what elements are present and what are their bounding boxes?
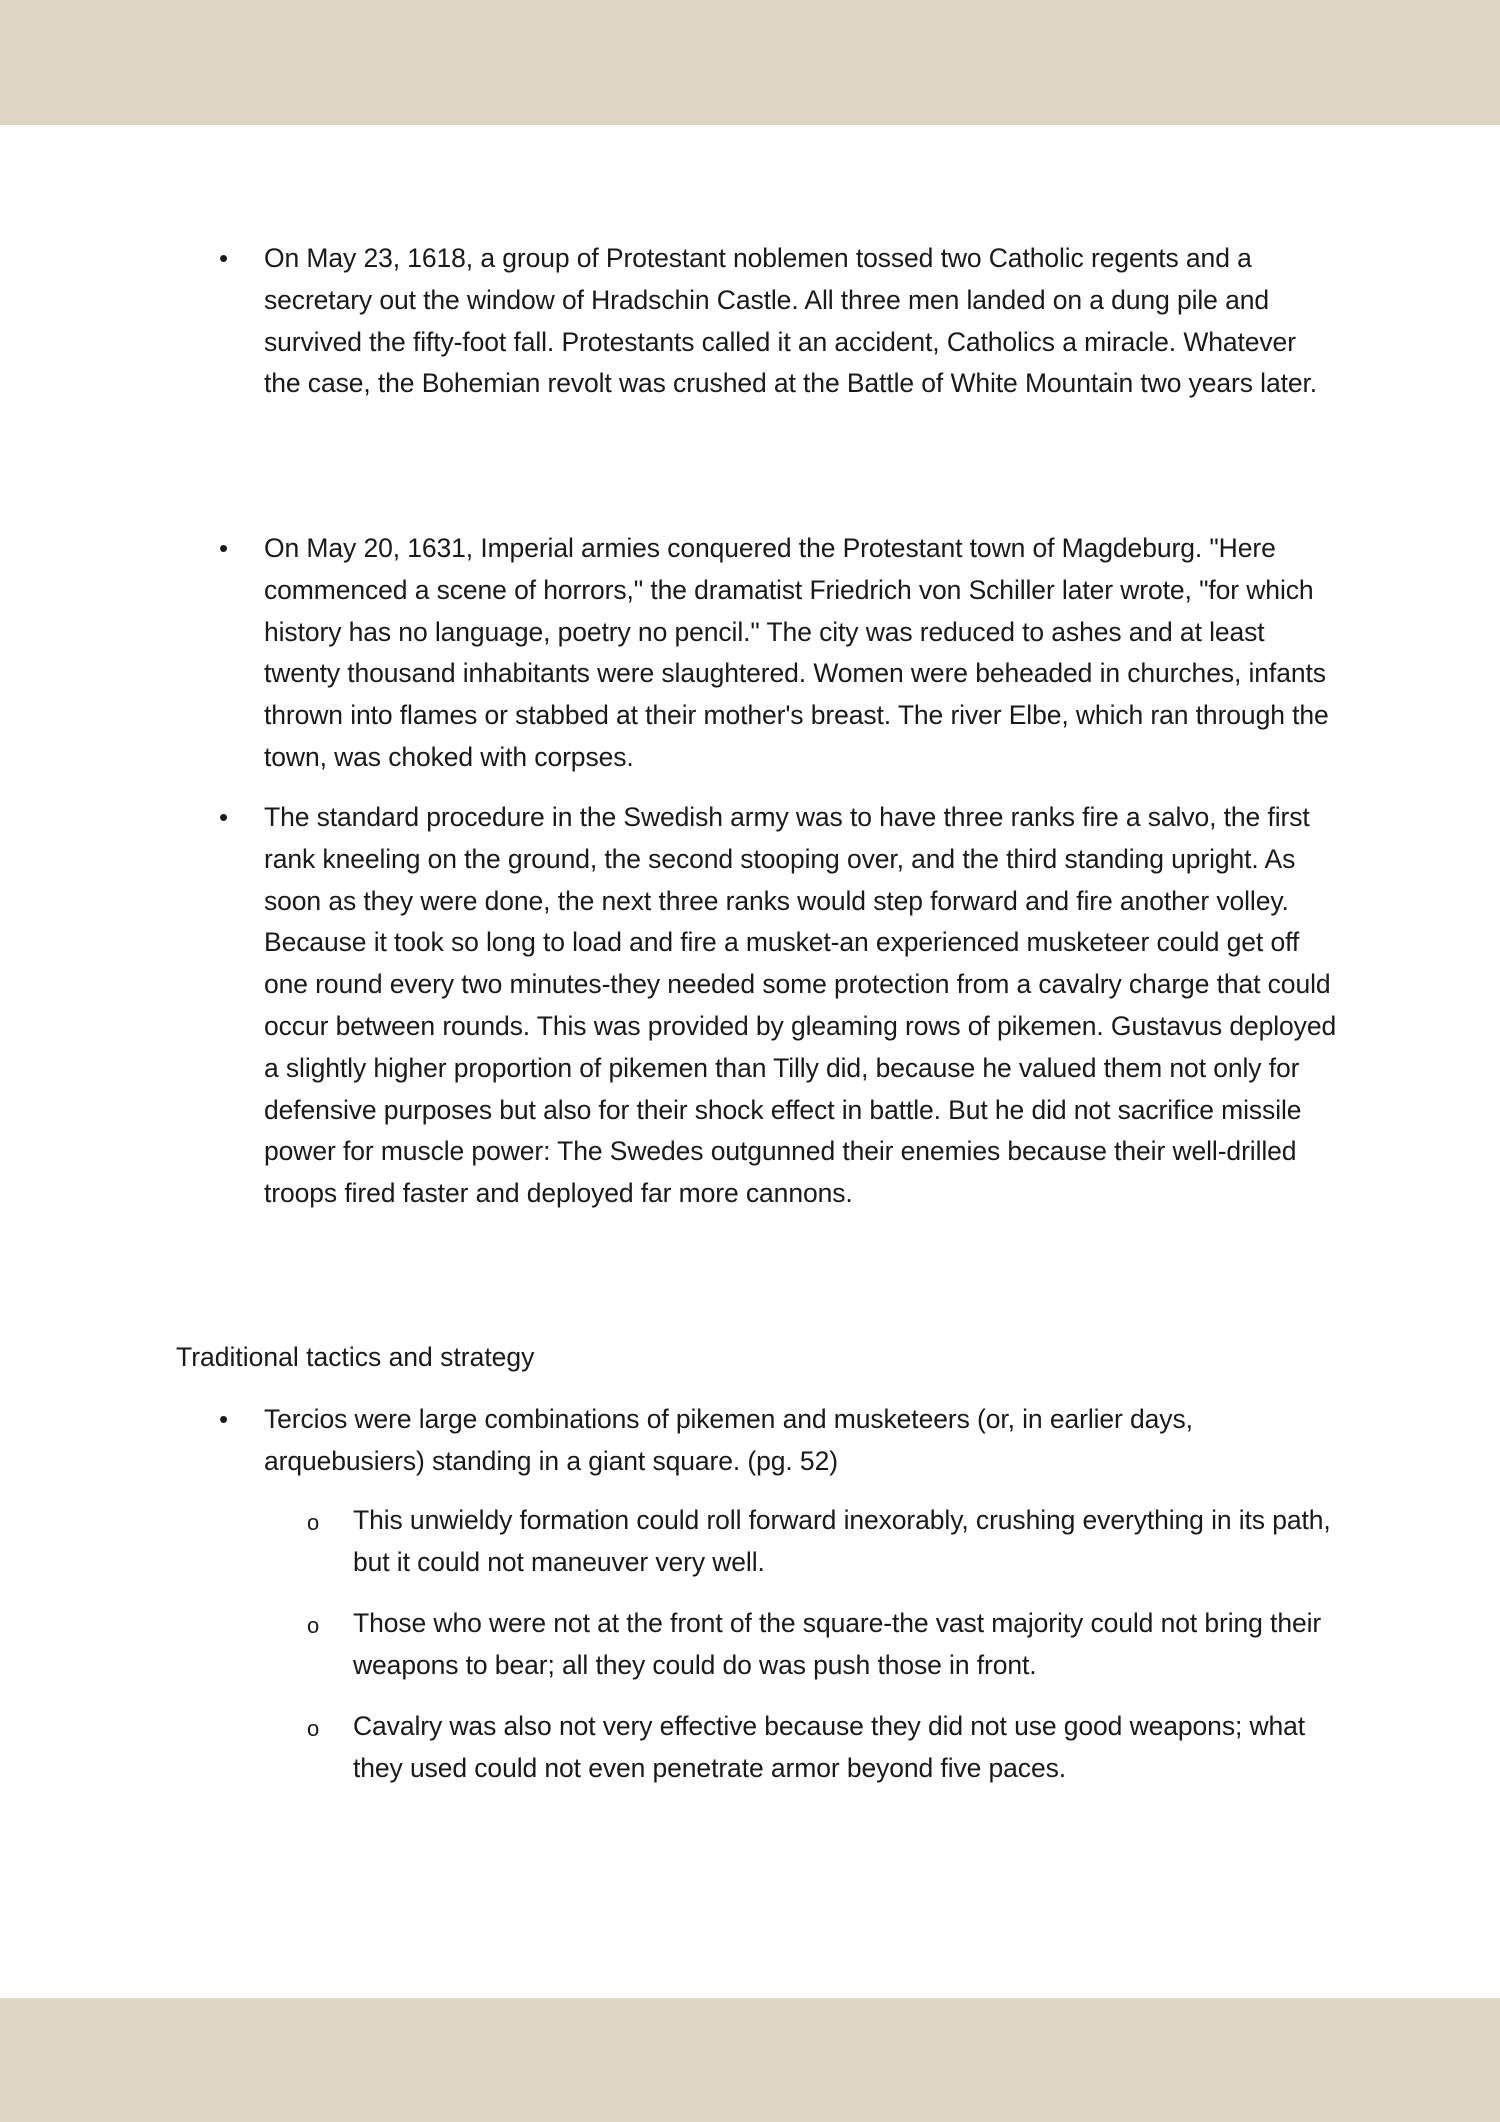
sub-bullet-item-formation: This unwieldy formation could roll forward inexorably, crushing everything in its path, but it could not maneuver very well. [353,1505,1331,1577]
bullet-item-tercios: Tercios were large combinations of pikemen and musketeers (or, in earlier days, arquebusiers) standing in a giant square. (pg. 52) [264,1404,1193,1476]
sub-bullet-item-square: Those who were not at the front of the square-the vast majority could not bring their weapons to bear; all they could do was push those in front. [353,1608,1322,1680]
bullet-item-magdeburg: On May 20, 1631, Imperial armies conquered the Protestant town of Magdeburg. "Here commenced a scene of horrors," the dramatist Friedrich von Schiller later wrote, "for which history has no language, poetry no pencil." The city was reduced to ashes and at least twenty thousand inhabitants were slaughtered. Women were beheaded in churches, infants thrown into flames or stabbed at their mother's breast. The river Elbe, which ran through the town, was choked with corpses. [264,533,1329,772]
bullet-item-swedish-army: The standard procedure in the Swedish army was to have three ranks fire a salvo, the first rank kneeling on the ground, the second stooping over, and the third standing upright. As soon as they were done, the next three ranks would step forward and fire another volley. Because it took so long to load and fire a musket-an experienced musketeer could get off one round every two minutes-they needed some protection from a cavalry charge that could occur between rounds. This was provided by gleaming rows of pikemen. Gustavus deployed a slightly higher proportion of pikemen than Tilly did, because he valued them not only for defensive purposes but also for their shock effect in battle. But he did not sacrifice missile power for muscle power: The Swedes outgunned their enemies because their well-drilled troops fired faster and deployed far more cannons. [264,802,1337,1209]
sub-bullet-item-cavalry: Cavalry was also not very effective because they did not use good weapons; what they used could not even penetrate armor beyond five paces. [353,1711,1306,1783]
bullet-marker: • [219,533,229,563]
sub-bullet-marker: o [307,1613,320,1638]
sub-bullet-marker: o [307,1716,320,1741]
section-heading: Traditional tactics and strategy [176,1342,535,1372]
sub-bullet-marker: o [307,1510,320,1535]
header-band [0,0,1500,125]
bullet-item-defenestration: On May 23, 1618, a group of Protestant noblemen tossed two Catholic regents and a secretary out the window of Hradschin Castle. All three men landed on a dung pile and survived the fifty-foot fall. Protestants called it an accident, Catholics a miracle. Whatever the case, the Bohemian revolt was crushed at the Battle of White Mountain two years later. [264,243,1318,399]
bullet-marker: • [219,1404,229,1434]
footer-band [0,1998,1500,2122]
bullet-marker: • [219,243,229,273]
bullet-marker: • [219,802,229,832]
